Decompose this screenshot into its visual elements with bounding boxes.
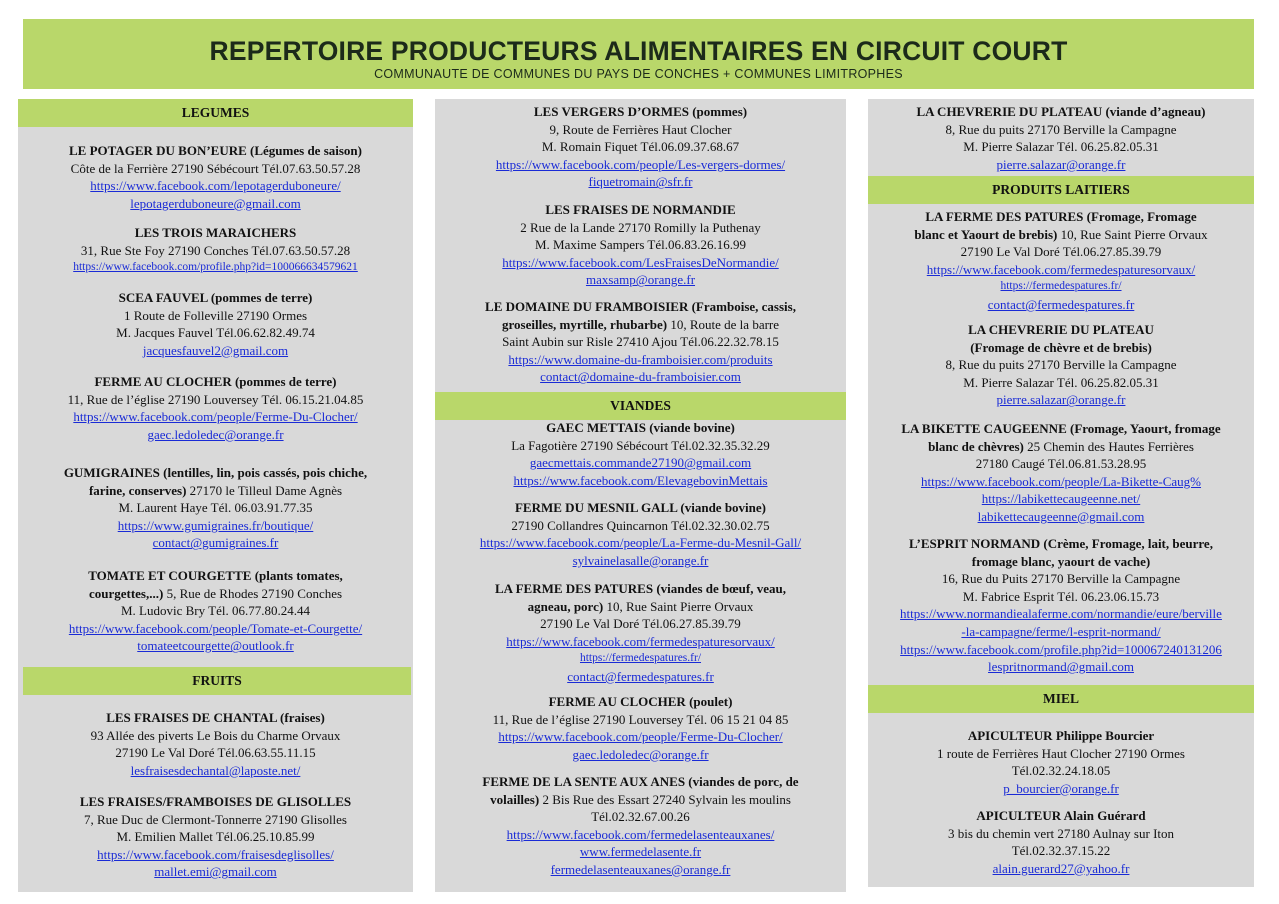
producer-contact: M. Jacques Fauvel Tél.06.62.82.49.74 — [116, 325, 315, 341]
producer-name-cont: agneau, porc) — [527, 598, 604, 614]
producer-email[interactable]: tomateetcourgette@outlook.fr — [137, 638, 294, 654]
producer-link[interactable]: https://www.facebook.com/people/Les-vergers-dormes/ — [495, 156, 786, 172]
producer-link[interactable]: www.fermedelasente.fr — [579, 844, 702, 860]
column-left — [18, 99, 413, 892]
producer-entry — [435, 580, 846, 686]
producer-name-cont: courgettes,...) — [88, 585, 164, 601]
producer-address: 9, Route de Ferrières Haut Clocher — [549, 121, 732, 137]
producer-contact: M. Laurent Haye Tél. 06.03.91.77.35 — [118, 500, 313, 516]
section-heading-fruits: FRUITS — [23, 667, 411, 695]
producer-email[interactable]: labikettecaugeenne@gmail.com — [977, 508, 1145, 524]
producer-entry — [868, 103, 1254, 173]
producer-address: 8, Rue du puits 27170 Berville la Campagne — [945, 357, 1177, 373]
producer-email[interactable]: contact@gumigraines.fr — [152, 535, 279, 551]
producer-name-cont: farine, conserves) — [88, 482, 187, 498]
producer-name: FERME AU CLOCHER (poulet) — [548, 694, 733, 709]
producer-entry — [868, 420, 1254, 526]
producer-address: 10, Rue Saint Pierre Orvaux — [1057, 226, 1208, 242]
producer-name: LES TROIS MARAICHERS — [134, 225, 297, 240]
producer-email[interactable]: contact@fermedespatures.fr — [567, 668, 714, 684]
producer-entry — [435, 298, 846, 386]
producer-name: APICULTEUR Alain Guérard — [976, 808, 1146, 823]
producer-contact: M. Emilien Mallet Tél.06.25.10.85.99 — [116, 829, 315, 845]
producer-entry — [435, 499, 846, 569]
producer-address: Tél.02.32.67.00.26 — [591, 809, 690, 825]
producer-entry — [18, 567, 413, 655]
page-header — [23, 19, 1254, 89]
producer-contact: M. Pierre Salazar Tél. 06.25.82.05.31 — [963, 139, 1159, 155]
producer-email[interactable]: lespritnormand@gmail.com — [988, 659, 1134, 675]
producer-entry — [435, 419, 846, 489]
producer-address: 27190 Le Val Doré Tél.06.27.85.39.79 — [540, 616, 741, 632]
producer-name: LE POTAGER DU BON’EURE (Légumes de saison) — [68, 143, 362, 158]
producer-link[interactable]: https://www.facebook.com/fermedelasenteauxanes/ — [506, 826, 775, 842]
producer-entry — [435, 201, 846, 289]
producer-link[interactable]: https://www.facebook.com/fermedespaturesorvaux/ — [506, 633, 775, 649]
producer-link[interactable]: https://labikettecaugeenne.net/ — [981, 491, 1141, 507]
producer-entry — [18, 464, 413, 552]
producer-entry — [18, 224, 413, 277]
producer-email[interactable]: fermedelasenteauxanes@orange.fr — [550, 861, 731, 877]
producer-link[interactable]: https://www.facebook.com/ElevagebovinMettais — [513, 472, 768, 488]
producer-address: 8, Rue du puits 27170 Berville la Campagne — [945, 121, 1177, 137]
producer-email[interactable]: pierre.salazar@orange.fr — [996, 156, 1126, 172]
producer-name: FERME AU CLOCHER (pommes de terre) — [94, 374, 337, 389]
producer-link[interactable]: https://www.facebook.com/people/Ferme-Du-Clocher/ — [498, 729, 783, 745]
producer-link[interactable]: https://fermedespatures.fr/ — [579, 652, 702, 665]
producer-link[interactable]: https://www.facebook.com/LesFraisesDeNormandie/ — [502, 254, 779, 270]
producer-address: 2 Bis Rue des Essart 27240 Sylvain les moulins — [539, 791, 791, 807]
producer-address: 25 Chemin des Hautes Ferrières — [1023, 438, 1194, 454]
producer-name: FERME DU MESNIL GALL (viande bovine) — [514, 500, 766, 515]
producer-link[interactable]: https://www.facebook.com/fermedespaturesorvaux/ — [926, 261, 1196, 277]
producer-name-cont: blanc et Yaourt de brebis) — [914, 226, 1058, 242]
producer-address: 27190 Collandres Quincarnon Tél.02.32.30.02.75 — [511, 517, 770, 533]
producer-entry — [18, 289, 413, 359]
producer-address: 7, Rue Duc de Clermont-Tonnerre 27190 Glisolles — [83, 811, 347, 827]
producer-link-cont[interactable]: -la-campagne/ferme/l-esprit-normand/ — [961, 623, 1161, 639]
producer-name: LA CHEVRERIE DU PLATEAU (viande d’agneau) — [916, 104, 1206, 119]
column-middle — [435, 99, 846, 892]
section-heading-miel: MIEL — [868, 685, 1254, 713]
producer-address: 11, Rue de l’église 27190 Louversey Tél. 06.15.21.04.85 — [67, 391, 364, 407]
producer-name: LA FERME DES PATURES (viandes de bœuf, veau, — [495, 581, 786, 596]
producer-name-cont: volailles) — [490, 791, 540, 807]
producer-address: 3 bis du chemin vert 27180 Aulnay sur Iton — [947, 825, 1175, 841]
section-heading-viandes: VIANDES — [435, 392, 846, 420]
producer-address: 5, Rue de Rhodes 27190 Conches — [163, 585, 343, 601]
producer-name: LE DOMAINE DU FRAMBOISIER (Framboise, cassis, — [485, 299, 796, 314]
producer-address: 11, Rue de l’église 27190 Louversey Tél. 06 15 21 04 85 — [492, 711, 789, 727]
producer-email[interactable]: gaec.ledoledec@orange.fr — [572, 746, 709, 762]
producer-phone: Tél.02.32.24.18.05 — [1011, 763, 1111, 779]
producer-email[interactable]: maxsamp@orange.fr — [585, 272, 696, 288]
producer-address: Saint Aubin sur Risle 27410 Ajou Tél.06.22.32.78.15 — [502, 334, 779, 350]
producer-address: 27190 Le Val Doré Tél.06.63.55.11.15 — [115, 745, 316, 761]
producer-entry — [18, 373, 413, 443]
producer-address: 10, Rue Saint Pierre Orvaux — [603, 598, 754, 614]
page-title: REPERTOIRE PRODUCTEURS ALIMENTAIRES EN CIRCUIT COURT — [209, 36, 1068, 66]
column-right — [868, 99, 1254, 887]
producer-contact: M. Maxime Sampers Tél.06.83.26.16.99 — [535, 237, 746, 253]
producer-address: 31, Rue Ste Foy 27190 Conches Tél.07.63.50.57.28 — [80, 242, 351, 258]
producer-address: 27190 Le Val Doré Tél.06.27.85.39.79 — [960, 244, 1162, 260]
producer-link[interactable]: https://www.facebook.com/people/La-Ferme-du-Mesnil-Gall/ — [479, 535, 802, 551]
producer-link[interactable]: https://www.facebook.com/profile.php?id=100067240131206 — [900, 641, 1222, 657]
producer-name: FERME DE LA SENTE AUX ANES (viandes de porc, de — [482, 774, 799, 789]
producer-email[interactable]: contact@fermedespatures.fr — [987, 296, 1135, 312]
producer-contact: M. Pierre Salazar Tél. 06.25.82.05.31 — [963, 374, 1159, 390]
producer-link[interactable]: https://www.facebook.com/people/La-Bikette-Caug% — [920, 473, 1202, 489]
producer-address: 27180 Caugé Tél.06.81.53.28.95 — [975, 456, 1147, 472]
producer-email[interactable]: lesfraisesdechantal@laposte.net/ — [130, 762, 301, 778]
producer-name: GUMIGRAINES (lentilles, lin, pois cassés, pois chiche, — [63, 465, 368, 480]
producer-entry — [18, 793, 413, 881]
producer-entry — [868, 807, 1254, 877]
producer-name: APICULTEUR Philippe Bourcier — [967, 728, 1155, 743]
producer-entry — [435, 773, 846, 879]
producer-link[interactable]: https://fermedespatures.fr/ — [1000, 280, 1122, 293]
producer-email[interactable]: mallet.emi@gmail.com — [154, 864, 277, 880]
producer-email[interactable]: lepotagerduboneure@gmail.com — [130, 195, 301, 211]
producer-link[interactable]: https://www.normandiealaferme.com/normandie/eure/berville — [900, 606, 1222, 622]
producer-phone: Tél.02.32.37.15.22 — [1011, 843, 1111, 859]
producer-address: 27170 le Tilleul Dame Agnès — [186, 482, 343, 498]
producer-address: Côte de la Ferrière 27190 Sébécourt Tél.07.63.50.57.28 — [70, 160, 361, 176]
producer-name: LA CHEVRERIE DU PLATEAU — [968, 322, 1154, 337]
producer-email[interactable]: contact@domaine-du-framboisier.com — [540, 369, 741, 385]
producer-name-cont: groseilles, myrtille, rhubarbe) — [501, 316, 668, 332]
producer-entry — [18, 709, 413, 779]
producer-entry — [435, 693, 846, 763]
producer-link[interactable]: https://www.facebook.com/people/Tomate-et-Courgette/ — [68, 620, 363, 636]
producer-email[interactable]: gaecmettais.commande27190@gmail.com — [529, 455, 752, 471]
producer-entry — [868, 208, 1254, 314]
producer-link[interactable]: https://www.facebook.com/fraisesdeglisolles/ — [97, 846, 334, 862]
producer-link[interactable]: https://www.facebook.com/people/Ferme-Du-Clocher/ — [73, 409, 358, 425]
producer-name: LA BIKETTE CAUGEENNE (Fromage, Yaourt, fromage — [901, 421, 1221, 436]
producer-email[interactable]: pierre.salazar@orange.fr — [996, 392, 1126, 408]
producer-entry — [868, 535, 1254, 676]
producer-name: LES FRAISES DE CHANTAL (fraises) — [106, 710, 325, 725]
section-heading-laitiers: PRODUITS LAITIERS — [868, 176, 1254, 204]
producer-email[interactable]: fiquetromain@sfr.fr — [588, 174, 693, 190]
producer-email[interactable]: alain.guerard27@yahoo.fr — [992, 860, 1130, 876]
producer-address: 1 route de Ferrières Haut Clocher 27190 Ormes — [936, 745, 1185, 761]
producer-contact: M. Ludovic Bry Tél. 06.77.80.24.44 — [121, 603, 310, 619]
producer-address: 2 Rue de la Lande 27170 Romilly la Puthenay — [520, 219, 761, 235]
producer-email[interactable]: gaec.ledoledec@orange.fr — [147, 426, 284, 442]
producer-name: LA FERME DES PATURES (Fromage, Fromage — [925, 209, 1197, 224]
producer-entry — [435, 103, 846, 191]
producer-address: La Fagotière 27190 Sébécourt Tél.02.32.35.32.29 — [511, 437, 770, 453]
producer-email[interactable]: p_bourcier@orange.fr — [1003, 780, 1119, 796]
producer-name: L’ESPRIT NORMAND (Crème, Fromage, lait, beurre, — [909, 536, 1213, 551]
producer-name-cont: blanc de chèvres) — [928, 438, 1024, 454]
producer-entry — [868, 727, 1254, 797]
producer-entry — [868, 321, 1254, 409]
producer-address: 93 Allée des piverts Le Bois du Charme Orvaux — [90, 727, 341, 743]
producer-name-cont: (Fromage de chèvre et de brebis) — [970, 339, 1152, 355]
producer-name: GAEC METTAIS (viande bovine) — [546, 420, 735, 435]
producer-contact: M. Romain Fiquet Tél.06.09.37.68.67 — [541, 139, 740, 155]
section-heading-legumes: LEGUMES — [18, 99, 413, 127]
producer-link[interactable]: https://www.facebook.com/lepotagerduboneure/ — [90, 178, 341, 194]
producer-link[interactable]: https://www.gumigraines.fr/boutique/ — [117, 517, 314, 533]
page-subtitle: COMMUNAUTE DE COMMUNES DU PAYS DE CONCHES + COMMUNES LIMITROPHES — [374, 67, 903, 81]
producer-name-cont: fromage blanc, yaourt de vache) — [971, 553, 1151, 569]
producer-name: LES FRAISES DE NORMANDIE — [545, 202, 736, 217]
producer-link[interactable]: https://www.facebook.com/profile.php?id=100066634579621 — [73, 261, 358, 274]
producer-contact: M. Fabrice Esprit Tél. 06.23.06.15.73 — [962, 588, 1160, 604]
producer-name: LES VERGERS D’ORMES (pommes) — [533, 104, 748, 119]
producer-name: LES FRAISES/FRAMBOISES DE GLISOLLES — [79, 794, 352, 809]
producer-email[interactable]: sylvainelasalle@orange.fr — [572, 552, 709, 568]
producer-address: 16, Rue du Puits 27170 Berville la Campagne — [941, 571, 1181, 587]
producer-name: SCEA FAUVEL (pommes de terre) — [118, 290, 313, 305]
producer-address: 1 Route de Folleville 27190 Ormes — [123, 307, 308, 323]
producer-name: TOMATE ET COURGETTE (plants tomates, — [88, 568, 343, 583]
producer-entry — [18, 142, 413, 212]
producer-email[interactable]: jacquesfauvel2@gmail.com — [142, 342, 289, 358]
producer-address: 10, Route de la barre — [667, 316, 780, 332]
producer-link[interactable]: https://www.domaine-du-framboisier.com/produits — [508, 351, 773, 367]
